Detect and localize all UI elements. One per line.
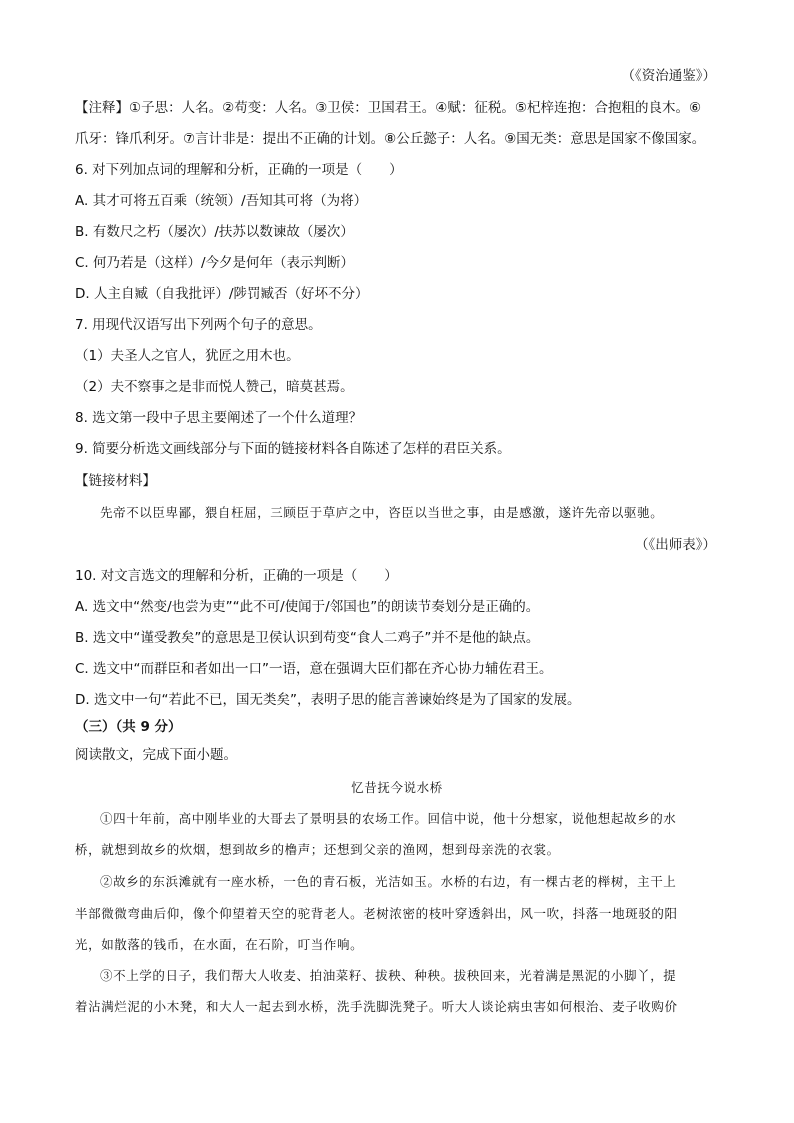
- question-7-sentence-2: （2）夫不察事之是非而悦人赞己，暗莫甚焉。: [75, 379, 354, 395]
- question-10-option-b: B. 选文中“谨受教矣”的意思是卫侯认识到苟变“食人二鸡子”并不是他的缺点。: [75, 630, 540, 646]
- source-citation-chushibiao: （《出师表》）: [635, 537, 716, 553]
- annotation-line-2: 爪牙：锋爪利牙。⑦言计非是：提出不正确的计划。⑧公丘懿子：人名。⑨国无类：意思是国家不像国家。: [75, 131, 706, 147]
- essay-paragraph-1-line-2: 桥，就想到故乡的炊烟，想到故乡的橹声；还想到父亲的渔网，想到母亲洗的衣裳。: [75, 842, 560, 857]
- question-9: 9. 简要分析选文画线部分与下面的链接材料各自陈述了怎样的君臣关系。: [75, 441, 511, 457]
- essay-paragraph-3-line-2: 着沾满烂泥的小木凳，和大人一起去到水桥，洗手洗脚洗凳子。听大人谈论病虫害如何根治、麦子收购价: [75, 999, 678, 1014]
- link-material-text: 先帝不以臣卑鄙，猥自枉屈，三顾臣于草庐之中，咨臣以当世之事，由是感激，遂许先帝以驱驰。: [100, 505, 664, 520]
- essay-title: 忆昔抚今说水桥: [351, 780, 443, 795]
- essay-paragraph-2-line-3: 光，如散落的钱币，在水面，在石阶，叮当作响。: [75, 937, 364, 952]
- section-3-heading: （三）（共 9 分）: [75, 719, 182, 735]
- question-10-stem: 10. 对文言选文的理解和分析，正确的一项是（ ）: [75, 568, 398, 584]
- question-8: 8. 选文第一段中子思主要阐述了一个什么道理？: [75, 410, 363, 426]
- question-6-option-b: B. 有数尺之朽（屡次）/扶苏以数谏故（屡次）: [75, 224, 354, 240]
- link-material-heading: 【链接材料】: [75, 473, 156, 489]
- question-6-option-c: C. 何乃若是（这样）/今夕是何年（表示判断）: [75, 255, 355, 271]
- question-10-option-a: A. 选文中“然变/也尝为吏”“此不可/使闻于/邻国也”的朗读节奏划分是正确的。: [75, 599, 540, 615]
- essay-paragraph-2-line-2: 半部微微弯曲后仰，像个仰望着天空的驼背老人。老树浓密的枝叶穿透斜出，风一吹，抖落一地斑驳的阳: [75, 906, 678, 921]
- question-7-sentence-1: （1）夫圣人之官人，犹匠之用木也。: [75, 348, 300, 364]
- question-7-stem: 7. 用现代汉语写出下列两个句子的意思。: [75, 317, 322, 333]
- essay-paragraph-2-line-1: ②故乡的东浜滩就有一座水桥，一色的青石板，光洁如玉。水桥的右边，有一棵古老的榉树，主干上: [100, 874, 677, 889]
- reading-instruction: 阅读散文，完成下面小题。: [75, 747, 237, 763]
- question-10-option-d: D. 选文中一句“若此不已，国无类矣”，表明子思的能言善谏始终是为了国家的发展。: [75, 692, 581, 708]
- essay-paragraph-1-line-1: ①四十年前，高中刚毕业的大哥去了景明县的农场工作。回信中说，他十分想家，说他想起故乡的水: [100, 811, 677, 826]
- essay-paragraph-3-line-1: ③不上学的日子，我们帮大人收麦、拍油菜籽、拔秧、种秧。拔秧回来，光着满是黑泥的小脚丫，提: [100, 968, 677, 983]
- question-6-option-a: A. 其才可将五百乘（统领）/吾知其可将（为将）: [75, 193, 368, 209]
- question-6-stem: 6. 对下列加点词的理解和分析，正确的一项是（ ）: [75, 162, 403, 178]
- question-10-option-c: C. 选文中“而群臣和者如出一口”一语，意在强调大臣们都在齐心协力辅佐君王。: [75, 661, 553, 677]
- annotation-line-1: 【注释】①子思：人名。②苟变：人名。③卫侯：卫国君王。④赋：征税。⑤杞梓连抱：合抱粗的良木。⑥: [75, 100, 702, 116]
- source-citation-zizhitongjian: （《资治通鉴》）: [621, 68, 716, 84]
- question-6-option-d: D. 人主自臧（自我批评）/陟罚臧否（好坏不分）: [75, 286, 369, 302]
